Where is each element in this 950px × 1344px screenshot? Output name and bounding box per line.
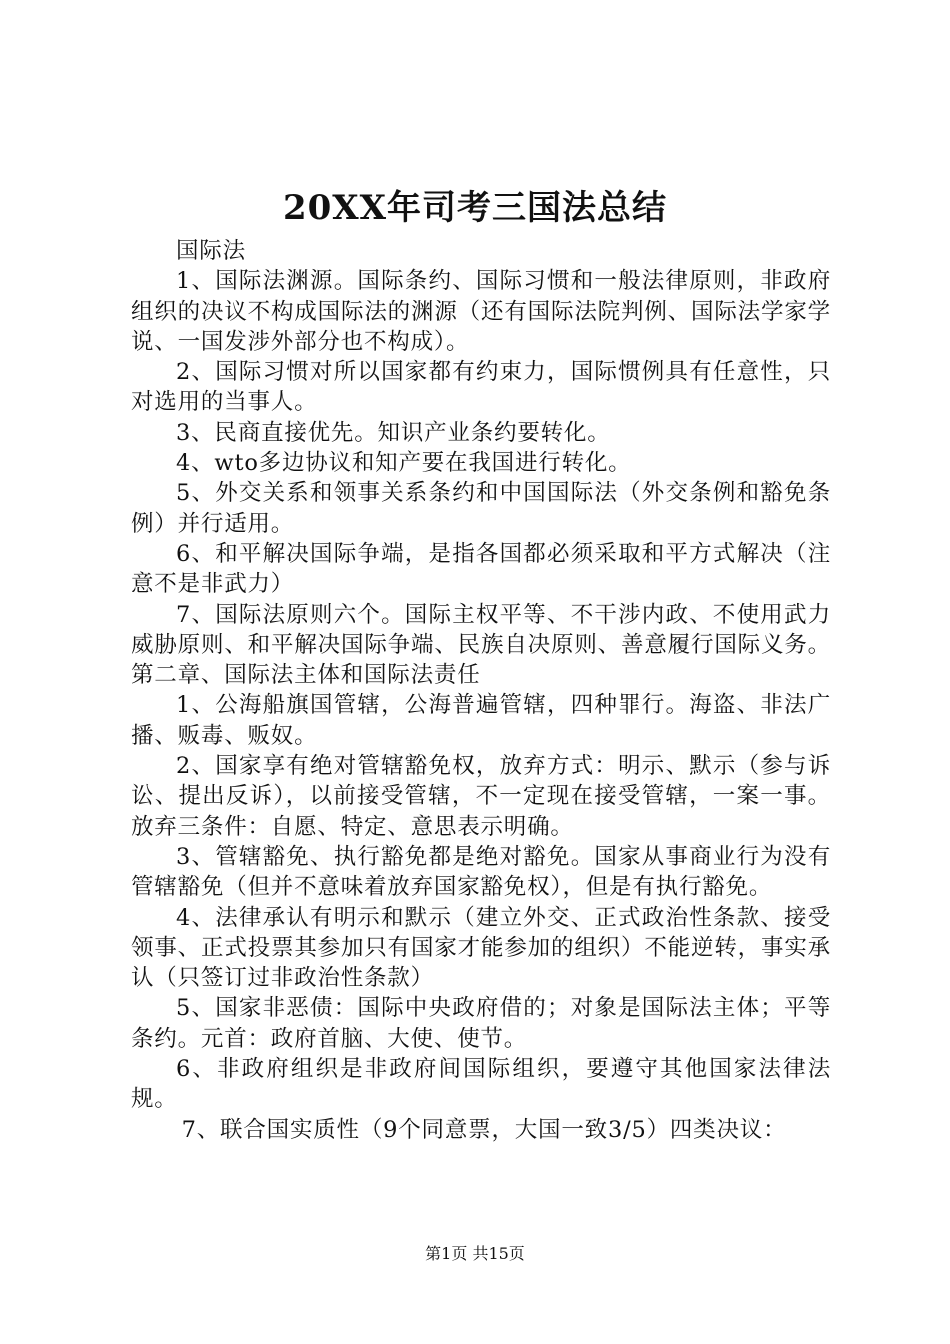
paragraph: 5、外交关系和领事关系条约和中国国际法（外交条例和豁免条例）并行适用。 xyxy=(131,480,831,537)
paragraph: 5、国家非恶债：国际中央政府借的；对象是国际法主体；平等条约。元首：政府首脑、大使、使节。 xyxy=(131,995,831,1052)
paragraph: 1、公海船旗国管辖，公海普遍管辖，四种罪行。海盗、非法广播、贩毒、贩奴。 xyxy=(131,692,831,749)
paragraph: 7、国际法原则六个。国际主权平等、不干涉内政、不使用武力威胁原则、和平解决国际争端、民族自决原则、善意履行国际义务。第二章、国际法主体和国际法责任 xyxy=(131,601,831,689)
paragraph: 6、非政府组织是非政府间国际组织，要遵守其他国家法律法规。 xyxy=(131,1056,831,1113)
document-title: 20XX年司考三国法总结 xyxy=(282,188,668,228)
paragraph: 4、wto多边协议和知产要在我国进行转化。 xyxy=(176,450,632,477)
paragraph: 6、和平解决国际争端，是指各国都必须采取和平方式解决（注意不是非武力） xyxy=(131,540,831,598)
paragraph: 3、民商直接优先。知识产业条约要转化。 xyxy=(176,419,611,446)
paragraph: 2、国家享有绝对管辖豁免权，放弃方式：明示、默示（参与诉讼、提出反诉），以前接受管辖，不一定现在接受管辖，一案一事。放弃三条件：自愿、特定、意思表示明确。 xyxy=(131,753,831,840)
paragraph: 4、法律承认有明示和默示（建立外交、正式政治性条款、接受领事、正式投票其参加只有国家才能参加的组织）不能逆转，事实承认（只签订过非政治性条款） xyxy=(131,904,831,992)
section-heading: 国际法 xyxy=(176,238,246,264)
document-body xyxy=(131,236,831,1145)
paragraph: 7、联合国实质性（9个同意票，大国一致3/5）四类决议： xyxy=(181,1116,787,1143)
paragraph: 2、国际习惯对所以国家都有约束力，国际惯例具有任意性，只对选用的当事人。 xyxy=(131,359,831,416)
page-number-footer: 第1页 共15页 xyxy=(425,1244,525,1263)
paragraph: 3、管辖豁免、执行豁免都是绝对豁免。国家从事商业行为没有管辖豁免（但并不意味着放弃国家豁免权），但是有执行豁免。 xyxy=(131,843,831,901)
paragraph: 1、国际法渊源。国际条约、国际习惯和一般法律原则，非政府组织的决议不构成国际法的渊源（还有国际法院判例、国际法学家学说、一国发涉外部分也不构成）。 xyxy=(131,268,831,355)
